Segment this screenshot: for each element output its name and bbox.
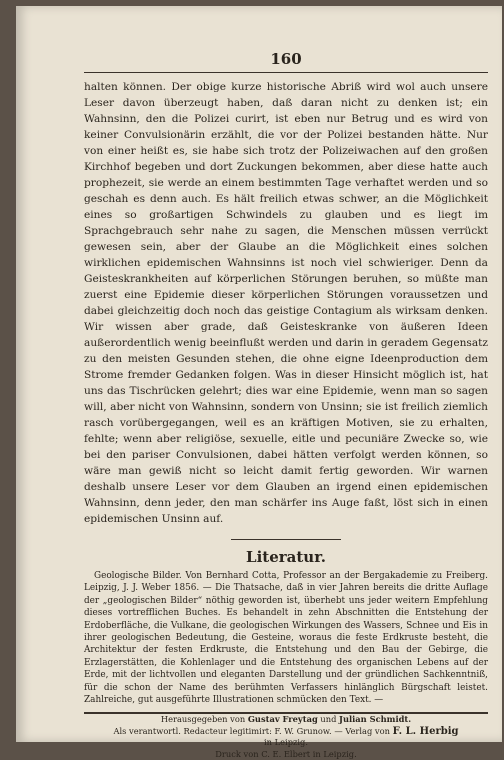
imprint-editor-schmidt: Julian Schmidt. (339, 714, 412, 725)
imprint-publisher-line (84, 726, 488, 738)
imprint-place: in Leipzig. (264, 737, 308, 748)
imprint-editors-line (84, 714, 488, 726)
imprint-editor-freytag: Gustav Freytag (247, 714, 318, 725)
imprint-redacteur: Als verantwortl. Redacteur legitimirt: F. W. Grunow. — Verlag von (113, 725, 390, 736)
imprint-and: und (320, 714, 337, 725)
imprint-printer: Druck von C. E. Elbert in Leipzig. (215, 748, 357, 759)
literature-review: Geologische Bilder. Von Bernhard Cotta, Professor an der Bergakademie zu Freiberg. Leipzig, J. J. Weber 1856. — Die Thatsache, daß in vier Jahren bereits die dritte Auflage der „geologischen Bilder“ nöthig geworden ist, überhebt uns jeder weitern Empfehlung dieses vortrefflichen Buches. Es behandelt in zehn Abschnitten die Entstehung der Erdoberfläche, die Vulkane, die geologischen Wirkungen des Wassers, Schnee und Eis in ihrer geologischen Bedeutung, die Gesteine, woraus die feste Erdkruste besteht, die Architektur der festen Erdkruste, die Entstehung und den Bau der Gebirge, die Erzlagerstätten, die Kohlenlager und die Entstehung des organischen Lebens auf der Erde, mit der lichtvollen und eleganten Darstellung und der gründlichen Sachkenntniß, für die schon der Name des berühmten Verfassers hinlänglich Bürgschaft leistet. Zahlreiche, gut ausgeführte Illustrationen schmücken den Text. — (84, 571, 488, 706)
imprint-publisher: F. L. Herbig (392, 725, 459, 737)
main-text: halten können. Der obige kurze historische Abriß wird wol auch unsere Leser davon überzeugt haben, daß daran nicht zu denken ist; ein Wahnsinn, den die Polizei curirt, ist eben nur Betrug und es wird von keiner Convulsionärin erzählt, die vor der Polizei bestanden hätte. Nur von einer heißt es, sie habe sich trotz der Polizeiwachen auf den großen Kirchhof begeben und dort Zuckungen bekommen, aber diese hatte auch prophezeit, sie werde an einem bestimmten Tage verhaftet werden und so geschah es denn auch. Es hält freilich etwas schwer, an die Möglichkeit eines so großartigen Schwindels zu glauben und es liegt im Sprachgebrauch sehr nahe zu sagen, die Menschen müssen verrückt gewesen sein, aber der Glaube an die Möglichkeit eines solchen wirklichen epidemischen Wahnsinns ist noch viel schwieriger. Denn da Geisteskrankheiten auf körperlichen Störungen beruhen, so müßte man zuerst eine Epidemie dieser körperlichen Störungen voraussetzen und dabei gleichzeitig doch noch das geistige Contagium als wirksam denken. Wir wissen aber grade, daß Geisteskranke von äußeren Ideen außerordentlich wenig beeinflußt werden und darin in geradem Gegensatz zu den meisten Gesunden stehen, die ohne eigne Ideenproduction dem Strome fremder Gedanken folgen. Was in dieser Hinsicht möglich ist, hat uns das Tischrücken gelehrt; dies war eine Epidemie, wenn man so sagen will, aber nicht von Wahnsinn, sondern von Unsinn; sie ist freilich ziemlich rasch vorübergegangen, weil es an kräftigen Motiven, sie zu erhalten, fehlte; wenn aber religiöse, sexuelle, eitle und pecuniäre Zwecke so, wie bei den pariser Convulsionen, dabei hätten verfolgt werden können, so wäre man gewiß nicht so leicht damit fertig geworden. Wir warnen deshalb unsere Leser vor dem Glauben an irgend einen epidemischen Wahnsinn, denn jeder, den man schärfer ins Auge faßt, löst sich in einen epidemischen Unsinn auf. (84, 81, 488, 525)
imprint-editors-prefix: Herausgegeben von (160, 714, 246, 725)
page-content (84, 50, 488, 760)
section-separator (231, 539, 341, 540)
book-page (16, 6, 502, 759)
imprint (84, 714, 488, 760)
section-heading: Literatur. (246, 548, 326, 566)
header-rule (84, 72, 488, 73)
page-number: 160 (270, 50, 302, 68)
